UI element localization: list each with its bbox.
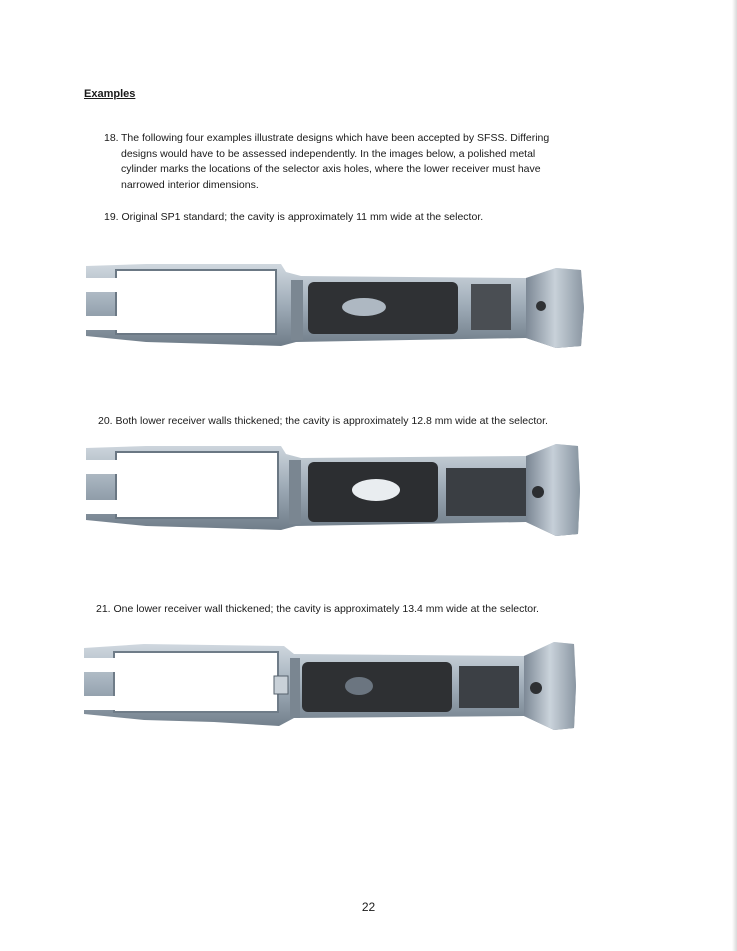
paragraph-19: 19. Original SP1 standard; the cavity is approximately 11 mm wide at the selector. [104, 211, 484, 223]
receiver-photo-one-wall-thickened [84, 636, 584, 736]
section-heading: Examples [84, 88, 136, 100]
page-number: 22 [361, 900, 376, 914]
paragraph-20: 20. Both lower receiver walls thickened; the cavity is approximately 12.8 mm wide at the selector. [98, 415, 548, 427]
paragraph-21: 21. One lower receiver wall thickened; the cavity is approximately 13.4 mm wide at the selector. [96, 603, 539, 615]
paragraph-18-line-2: designs would have to be assessed independently. In the images below, a polished metal [121, 147, 536, 160]
paragraph-18-line-3: cylinder marks the locations of the selector axis holes, where the lower receiver must have [121, 163, 541, 175]
page-edge-shadow [732, 0, 737, 951]
receiver-photo-both-walls-thickened [86, 438, 586, 542]
receiver-photo-original [86, 258, 586, 358]
paragraph-18-number: 18. [104, 132, 119, 144]
paragraph-18-line-4: narrowed interior dimensions. [121, 178, 259, 191]
paragraph-18-line-1: The following four examples illustrate designs which have been accepted by SFSS. Differing [121, 132, 550, 144]
paragraph-18 [104, 131, 574, 193]
